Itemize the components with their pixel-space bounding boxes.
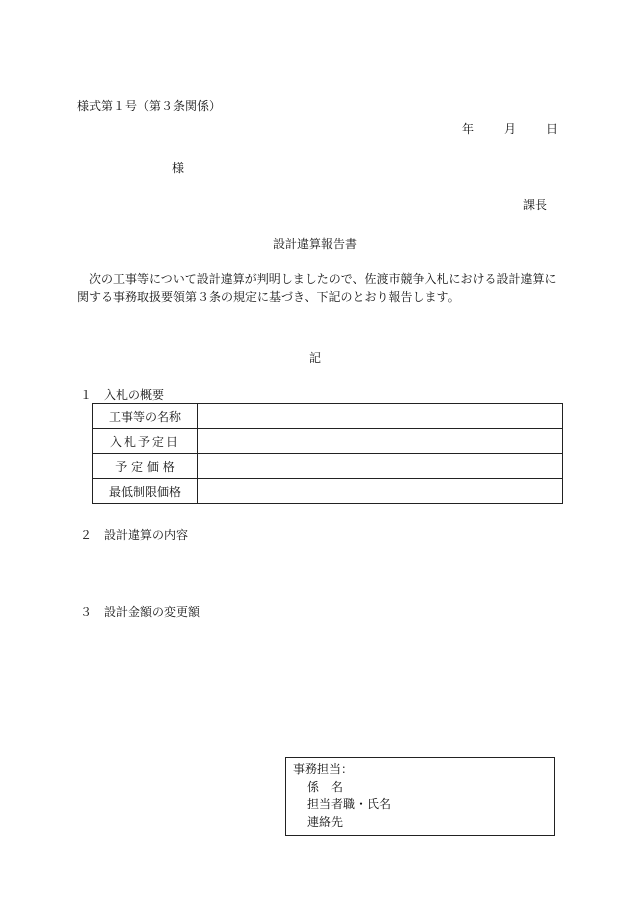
section-1-title: 入札の概要 — [104, 388, 165, 402]
form-number: 様式第１号（第３条関係） — [77, 99, 222, 113]
row-label-project-name: 工事等の名称 — [93, 404, 198, 429]
addressee-suffix: 様 — [172, 161, 185, 175]
section-2-title: 設計違算の内容 — [104, 528, 189, 542]
ki-marker: 記 — [308, 351, 321, 365]
section-2-number: ２ — [80, 528, 93, 542]
contact-heading: 事務担当： — [293, 762, 354, 776]
section-3-title: 設計金額の変更額 — [104, 605, 201, 619]
sender-title: 課長 — [523, 198, 548, 212]
section-2-heading — [80, 526, 188, 543]
contact-box — [285, 757, 555, 836]
section-1-heading — [80, 386, 164, 403]
date-line — [462, 120, 558, 137]
row-value-minimum-price — [198, 479, 563, 504]
row-value-bid-date — [198, 429, 563, 454]
date-year-label: 年 — [462, 122, 475, 136]
contact-item-phone: 連絡先 — [307, 814, 344, 829]
table-row — [93, 454, 563, 479]
body-paragraph: 次の工事等について設計違算が判明しましたので、佐渡市競争入札における設計違算に関する事務取扱要領第３条の規定に基づき、下記のとおり報告します。 — [77, 272, 557, 304]
table-row — [93, 479, 563, 504]
section-3-number: ３ — [80, 605, 93, 619]
contact-item-staff: 担当者職・氏名 — [307, 797, 392, 811]
date-month-label: 月 — [504, 122, 517, 136]
row-label-planned-price: 予 定 価 格 — [93, 454, 198, 479]
row-value-planned-price — [198, 454, 563, 479]
row-label-bid-date: 入札予定日 — [93, 429, 198, 454]
section-3-heading — [80, 603, 200, 620]
date-day-label: 日 — [546, 122, 559, 136]
section-1-number: １ — [80, 388, 93, 402]
row-value-project-name — [198, 404, 563, 429]
document-title: 設計違算報告書 — [272, 237, 357, 251]
table-row — [93, 429, 563, 454]
row-label-minimum-price: 最低制限価格 — [93, 479, 198, 504]
bid-overview-table — [92, 403, 563, 504]
table-row — [93, 404, 563, 429]
contact-item-section: 係 名 — [307, 779, 344, 794]
